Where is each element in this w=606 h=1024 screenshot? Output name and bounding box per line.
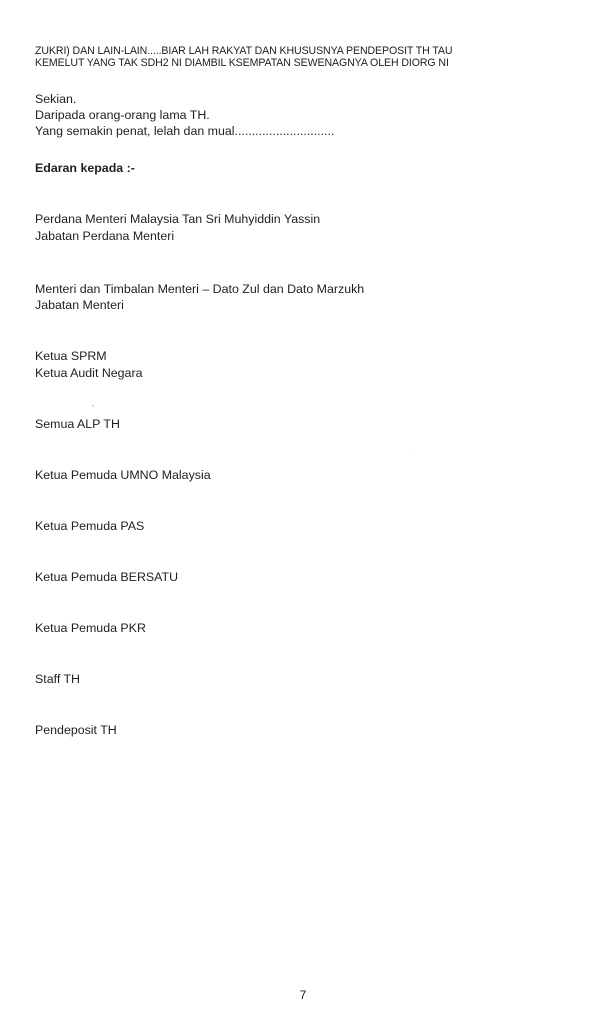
intro-line-2: KEMELUT YANG TAK SDH2 NI DIAMBIL KSEMPATAN SEWENAGNYA OLEH DIORG NI [35, 57, 449, 69]
recipient-pm-dept: Jabatan Perdana Menteri [35, 229, 175, 243]
recipient-pm-name: Perdana Menteri Malaysia Tan Sri Muhyiddin Yassin [35, 212, 321, 226]
closing-salutation: Sekian. [35, 92, 77, 106]
recipient-ministers: Menteri dan Timbalan Menteri – Dato Zul dan Dato Marzukh [35, 282, 365, 296]
distribution-heading: Edaran kepada :- [35, 161, 135, 175]
intro-line-1: ZUKRI) DAN LAIN-LAIN.....BIAR LAH RAKYAT DAN KHUSUSNYA PENDEPOSIT TH TAU [35, 45, 453, 57]
recipient-sprm: Ketua SPRM [35, 349, 107, 363]
recipient-pas: Ketua Pemuda PAS [35, 519, 145, 533]
recipient-staff: Staff TH [35, 672, 80, 686]
recipient-pkr: Ketua Pemuda PKR [35, 621, 146, 635]
page-number: 7 [299, 988, 307, 1002]
recipient-audit: Ketua Audit Negara [35, 366, 143, 380]
recipient-alp: Semua ALP TH [35, 417, 120, 431]
scan-speck [92, 405, 94, 407]
scan-speck [413, 451, 414, 452]
recipient-ministers-dept: Jabatan Menteri [35, 298, 124, 312]
recipient-umno: Ketua Pemuda UMNO Malaysia [35, 468, 211, 482]
recipient-depositors: Pendeposit TH [35, 723, 117, 737]
closing-sign-off: Yang semakin penat, lelah dan mual............................. [35, 124, 335, 138]
recipient-bersatu: Ketua Pemuda BERSATU [35, 570, 179, 584]
closing-from-line: Daripada orang-orang lama TH. [35, 108, 210, 122]
